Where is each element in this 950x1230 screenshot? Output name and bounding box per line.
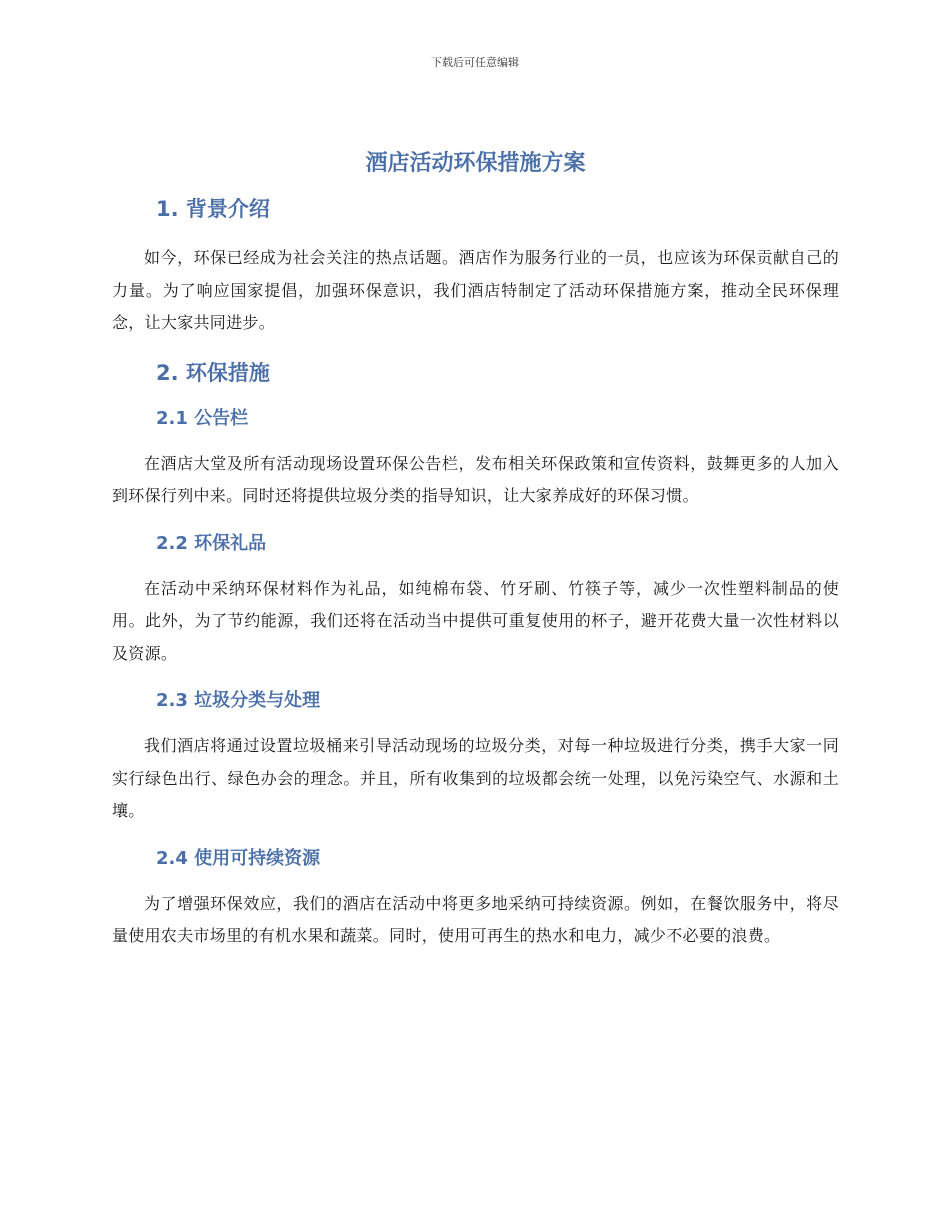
- section-heading-background: 1. 背景介绍: [156, 197, 270, 221]
- subsection-paragraph-waste: 我们酒店将通过设置垃圾桶来引导活动现场的垃圾分类，对每一种垃圾进行分类，携手大家一同实行绿色出行、绿色办会的理念。并且，所有收集到的垃圾都会统一处理，以免污染空气、水源和土壤。: [112, 736, 839, 820]
- subsection-heading-gifts: 2.2 环保礼品: [156, 532, 267, 554]
- subsection-paragraph-gifts: 在活动中采纳环保材料作为礼品，如纯棉布袋、竹牙刷、竹筷子等，减少一次性塑料制品的使用。此外，为了节约能源，我们还将在活动当中提供可重复使用的杯子，避开花费大量一次性材料以及资源。: [112, 578, 839, 663]
- subsection-paragraph-sustainable: 为了增强环保效应，我们的酒店在活动中将更多地采纳可持续资源。例如，在餐饮服务中，将尽量使用农夫市场里的有机水果和蔬菜。同时，使用可再生的热水和电力，减少不必要的浪费。: [112, 893, 839, 945]
- subsection-paragraph-bulletin: 在酒店大堂及所有活动现场设置环保公告栏，发布相关环保政策和宣传资料，鼓舞更多的人加入到环保行列中来。同时还将提供垃圾分类的指导知识，让大家养成好的环保习惯。: [112, 453, 839, 505]
- section-heading-measures: 2. 环保措施: [156, 360, 270, 385]
- subsection-heading-bulletin: 2.1 公告栏: [156, 407, 249, 429]
- section-paragraph-background: 如今，环保已经成为社会关注的热点话题。酒店作为服务行业的一员，也应该为环保贡献自己的力量。为了响应国家提倡，加强环保意识，我们酒店特制定了活动环保措施方案，推动全民环保理念，让大家共同进步。: [112, 248, 839, 332]
- subsection-heading-sustainable: 2.4 使用可持续资源: [156, 847, 321, 869]
- subsection-heading-waste: 2.3 垃圾分类与处理: [156, 690, 321, 711]
- page-header-note: 下载后可任意编辑: [431, 56, 519, 69]
- document-title: 酒店活动环保措施方案: [365, 151, 586, 176]
- document-body: [112, 148, 839, 971]
